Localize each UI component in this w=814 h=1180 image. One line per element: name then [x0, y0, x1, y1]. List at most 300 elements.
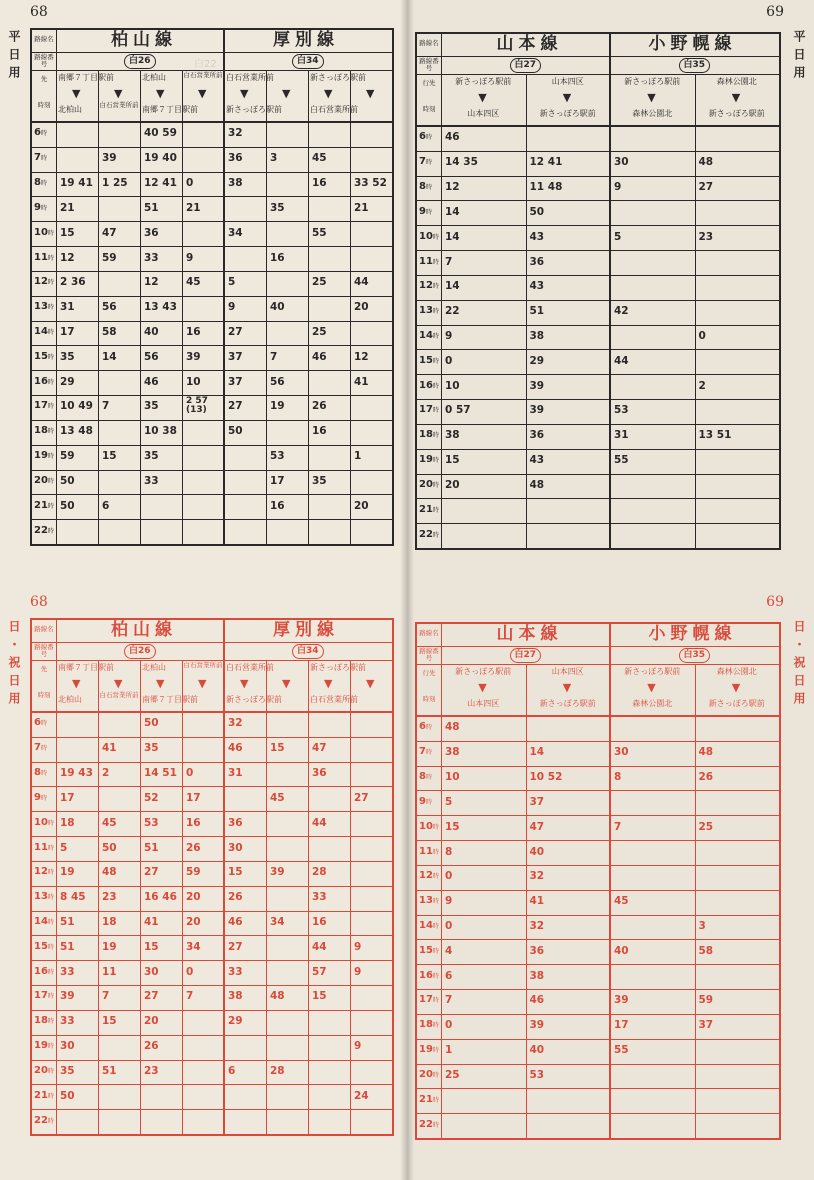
row-line [417, 989, 779, 990]
destination-bottom: 南郷７丁目駅前 [142, 105, 198, 114]
row-line [32, 147, 392, 148]
departure-minutes: 14 [445, 280, 460, 293]
hour-suffix: 時 [40, 770, 47, 778]
departure-minutes: 20 [144, 1015, 159, 1028]
departure-minutes: 10 52 [529, 771, 563, 784]
hour-value: 14 [34, 326, 48, 337]
column-line [140, 70, 141, 544]
column-line [350, 660, 351, 1134]
hour-suffix: 時 [432, 333, 439, 340]
departure-minutes: 31 [60, 301, 75, 314]
hour-label [419, 530, 439, 540]
hour-label [419, 505, 439, 515]
hour-value: 21 [419, 503, 433, 515]
departure-minutes: 8 [445, 845, 453, 858]
departure-minutes: 38 [228, 177, 243, 190]
departure-minutes: 9 [228, 301, 236, 314]
departure-minutes: 19 [102, 940, 117, 953]
hour-value: 15 [419, 944, 433, 956]
hour-label [34, 818, 54, 828]
hour-value: 12 [419, 870, 433, 882]
departure-minutes: 23 [698, 230, 714, 243]
departure-minutes: 7 [186, 990, 194, 1003]
down-arrow-icon: ▼ [198, 87, 207, 100]
departure-minutes: 34 [186, 940, 201, 953]
row-line [32, 221, 392, 222]
header-divider [417, 74, 779, 75]
hour-label [419, 405, 439, 415]
departure-minutes: 27 [144, 990, 159, 1003]
column-line [609, 624, 611, 1138]
row-line [417, 151, 779, 152]
departure-minutes: 37 [529, 795, 545, 808]
departure-minutes: 40 [144, 326, 159, 338]
row-line [417, 275, 779, 276]
down-arrow-icon: ▼ [478, 91, 487, 104]
hour-label [419, 430, 439, 440]
schedule-type-label: 平日用 [7, 30, 21, 84]
schedule-type-label: 平日用 [792, 30, 806, 84]
departure-minutes: 33 [60, 1015, 75, 1028]
row-line [417, 1039, 779, 1040]
departure-minutes: 12 [60, 251, 75, 264]
departure-minutes: 40 59 [144, 127, 177, 140]
departure-minutes: 48 [529, 478, 545, 491]
hour-label [419, 182, 432, 192]
departure-minutes: 56 [144, 350, 159, 363]
hour-value: 7 [34, 152, 41, 164]
column-line [182, 660, 183, 1134]
departure-minutes: 16 [312, 425, 327, 438]
destination-top: 森林公園北 [716, 77, 757, 86]
hour-suffix: 時 [432, 233, 439, 241]
hour-label [419, 797, 432, 807]
departure-minutes: 5 [614, 230, 622, 243]
route-badge-left: 白26 [124, 54, 156, 69]
down-arrow-icon: ▼ [478, 681, 487, 694]
hour-label [419, 747, 432, 757]
column-line [609, 34, 611, 548]
departure-minutes: 11 48 [529, 181, 563, 194]
hour-suffix: 時 [47, 403, 54, 411]
hour-label [419, 455, 439, 465]
departure-minutes: 44 [312, 816, 327, 829]
departure-minutes: 1 [445, 1044, 453, 1057]
departure-minutes: 27 [228, 400, 243, 413]
down-arrow-icon: ▼ [156, 87, 165, 100]
departure-minutes: 20 [186, 891, 201, 904]
departure-minutes: 29 [60, 375, 75, 388]
hour-suffix: 時 [40, 130, 47, 138]
departure-minutes: 46 [144, 375, 159, 388]
hour-label [419, 281, 439, 291]
departure-minutes: 27 [354, 791, 369, 804]
time-label: 時刻 [422, 105, 436, 113]
header-divider [417, 715, 779, 717]
departure-minutes: 39 [529, 379, 545, 392]
departure-minutes: 48 [445, 721, 460, 734]
row-line [417, 349, 779, 350]
hour-label [34, 768, 47, 778]
hour-value: 6 [419, 131, 426, 143]
hour-suffix: 時 [432, 1022, 439, 1030]
departure-minutes: 15 [228, 866, 243, 879]
departure-minutes: 36 [529, 944, 545, 957]
hour-label [34, 793, 47, 803]
down-arrow-icon: ▼ [156, 677, 165, 690]
departure-minutes: 9 [445, 330, 453, 342]
hour-value: 19 [419, 1044, 433, 1056]
down-arrow-icon: ▼ [366, 677, 375, 690]
hour-label [419, 772, 432, 782]
departure-minutes: 32 [529, 920, 545, 932]
hour-label [34, 1016, 54, 1026]
hour-label [419, 232, 439, 242]
column-line [526, 664, 527, 1138]
down-arrow-icon: ▼ [282, 677, 291, 690]
hour-suffix: 時 [425, 724, 432, 732]
departure-minutes: 5 [60, 841, 68, 854]
hour-value: 6 [419, 721, 426, 733]
departure-minutes: 37 [698, 1019, 714, 1032]
departure-minutes: 56 [102, 301, 117, 314]
departure-minutes: 7 [270, 350, 278, 363]
row-line [32, 196, 392, 197]
departure-minutes: 10 49 [60, 400, 93, 413]
departure-minutes: 16 [312, 177, 327, 190]
route-badge-left: 白26 [124, 644, 156, 659]
destination-bottom: 新さっぽろ駅前 [539, 699, 596, 708]
hour-suffix: 時 [47, 453, 54, 461]
hour-value: 18 [419, 429, 433, 441]
row-line [417, 939, 779, 940]
hour-suffix: 時 [47, 1018, 54, 1026]
hour-label [34, 401, 54, 411]
route-number-label: 路線番号 [34, 643, 54, 658]
departure-minutes: 41 [354, 375, 369, 388]
departure-minutes: 20 [445, 478, 460, 491]
departure-minutes: 3 [270, 152, 278, 165]
time-label: 時刻 [37, 691, 51, 699]
departure-minutes: 26 [228, 891, 243, 904]
departure-minutes: 15 [445, 820, 460, 833]
hour-value: 14 [419, 920, 433, 931]
departure-minutes: 5 [445, 795, 453, 808]
hour-suffix: 時 [47, 869, 54, 877]
hour-label [34, 843, 54, 853]
route-badge-right: 白35 [679, 648, 711, 663]
hour-value: 15 [419, 354, 433, 366]
departure-minutes: 36 [228, 152, 243, 165]
row-line [417, 964, 779, 965]
hour-suffix: 時 [47, 993, 54, 1001]
hour-suffix: 時 [432, 923, 439, 930]
departure-minutes: 39 [270, 866, 285, 879]
departure-minutes: 43 [529, 280, 545, 293]
departure-minutes: 17 [60, 326, 75, 338]
weekday-page-69 [407, 0, 814, 590]
hour-label [34, 1116, 54, 1126]
departure-minutes: 33 [228, 965, 243, 978]
holiday-page-68 [0, 590, 407, 1180]
hour-label [34, 867, 54, 877]
departure-minutes: 45 [102, 816, 117, 829]
row-line [32, 1109, 392, 1110]
departure-minutes: 38 [529, 969, 545, 982]
row-line [32, 737, 392, 738]
hour-suffix: 時 [432, 823, 439, 831]
hour-label [34, 203, 47, 213]
hour-value: 14 [34, 916, 48, 927]
departure-minutes: 55 [614, 1044, 629, 1057]
hour-suffix: 時 [47, 229, 54, 237]
hour-value: 17 [419, 994, 433, 1006]
departure-minutes: 0 [445, 1019, 453, 1032]
destination-bottom: 新さっぽろ駅前 [708, 699, 765, 708]
hour-suffix: 時 [432, 357, 439, 365]
destination-top: 新さっぽろ駅前 [455, 77, 512, 86]
departure-minutes: 35 [60, 350, 75, 363]
line-title-left: 山本線 [496, 624, 563, 644]
hour-suffix: 時 [47, 1092, 54, 1100]
departure-minutes: 20 [354, 301, 369, 314]
row-line [417, 1014, 779, 1015]
departure-minutes: 30 [614, 746, 629, 759]
hour-suffix: 時 [47, 254, 54, 262]
departure-minutes: 14 35 [445, 156, 478, 169]
hour-label [419, 157, 432, 167]
departure-minutes: 9 [445, 895, 453, 908]
row-line [32, 985, 392, 986]
departure-minutes: 24 [354, 1089, 369, 1102]
destination-bottom: 白石営業所前 [310, 105, 358, 114]
time-label: 時刻 [37, 101, 51, 109]
row-line [32, 321, 392, 322]
hour-suffix: 時 [40, 794, 47, 802]
hour-value: 16 [34, 965, 48, 977]
down-arrow-icon: ▼ [72, 87, 81, 100]
hour-label [34, 991, 54, 1001]
hour-suffix: 時 [432, 308, 439, 316]
departure-minutes: 4 [445, 944, 453, 957]
row-line [417, 766, 779, 767]
departure-minutes: 59 [698, 994, 714, 1007]
column-line [98, 70, 99, 544]
departure-minutes: 16 46 [144, 891, 177, 904]
departure-minutes: 46 [228, 916, 243, 928]
departure-minutes: 17 [270, 474, 285, 487]
departure-minutes: 51 [60, 940, 75, 953]
destination-top: 山本四区 [551, 77, 584, 86]
hour-value: 19 [34, 1040, 48, 1052]
departure-minutes: 53 [614, 404, 629, 417]
destination-bottom: 白石営業所前 [99, 691, 139, 699]
row-line [32, 494, 392, 495]
departure-minutes: 30 [60, 1040, 75, 1053]
hour-label [34, 277, 54, 287]
column-line [441, 624, 442, 1138]
departure-minutes: 23 [144, 1064, 159, 1077]
down-arrow-icon: ▼ [647, 681, 656, 694]
hour-value: 16 [419, 379, 433, 391]
hour-suffix: 時 [47, 1043, 54, 1051]
departure-minutes: 0 [186, 965, 194, 978]
hour-value: 7 [419, 156, 426, 168]
departure-minutes: 15 [270, 742, 285, 755]
departure-minutes: 33 52 [354, 177, 387, 190]
departure-minutes: 16 [270, 499, 285, 512]
hour-label [34, 451, 54, 461]
row-line [417, 741, 779, 742]
route-name-label: 路線名 [419, 39, 439, 47]
departure-minutes: 7 [102, 990, 110, 1003]
departure-minutes: 59 [60, 450, 75, 463]
hour-label [419, 722, 432, 732]
departure-minutes: 10 [445, 379, 460, 392]
row-line [417, 225, 779, 226]
hour-value: 9 [34, 791, 41, 803]
departure-minutes: 45 [186, 276, 201, 289]
row-line [32, 762, 392, 763]
down-arrow-icon: ▼ [647, 91, 656, 104]
hour-label [34, 718, 47, 728]
hour-suffix: 時 [47, 304, 54, 312]
departure-minutes: 51 [144, 201, 159, 214]
hour-label [34, 476, 54, 486]
row-line [417, 250, 779, 251]
hour-suffix: 時 [432, 1121, 439, 1129]
departure-minutes: 11 [102, 965, 117, 978]
hour-label [34, 917, 54, 927]
hour-label [419, 946, 439, 956]
hour-value: 11 [419, 255, 433, 267]
hour-label [419, 896, 439, 906]
down-arrow-icon: ▼ [282, 87, 291, 100]
destination-bottom: 新さっぽろ駅前 [539, 109, 596, 118]
row-line [417, 865, 779, 866]
holiday-page-69 [407, 590, 814, 1180]
timetable-grid [30, 28, 394, 546]
hour-suffix: 時 [432, 531, 439, 539]
departure-minutes: 45 [270, 791, 285, 804]
departure-minutes: 15 [60, 226, 75, 239]
departure-minutes: 26 [312, 400, 327, 413]
hour-label [419, 1070, 439, 1080]
departure-minutes: 48 [698, 156, 714, 169]
departure-minutes: 50 [529, 205, 545, 218]
departure-minutes: 38 [529, 330, 545, 342]
departure-minutes: 38 [445, 429, 460, 442]
hour-suffix: 時 [432, 506, 439, 514]
hour-label [34, 253, 54, 263]
departure-minutes: 40 [529, 1044, 545, 1057]
row-line [417, 1064, 779, 1065]
departure-minutes: 2 57 (13) [186, 396, 208, 416]
departure-minutes: 51 [144, 841, 159, 854]
destination-top: 北柏山 [142, 663, 166, 672]
hour-value: 12 [34, 866, 48, 878]
departure-minutes: 19 43 [60, 767, 93, 780]
row-line [417, 790, 779, 791]
destination-top: 白石営業所前 [226, 73, 274, 82]
hour-label [34, 327, 54, 337]
column-line [441, 34, 442, 548]
hour-suffix: 時 [432, 947, 439, 955]
route-number-label: 路線番号 [419, 57, 439, 72]
header-divider [417, 664, 779, 665]
destination-top: 北柏山 [142, 73, 166, 82]
departure-minutes: 38 [228, 990, 243, 1003]
departure-minutes: 7 [614, 820, 622, 833]
departure-minutes: 44 [354, 276, 369, 289]
destination-label: 先 [40, 665, 48, 673]
hour-suffix: 時 [432, 1047, 439, 1055]
departure-minutes: 16 [312, 916, 327, 928]
departure-minutes: 33 [144, 251, 159, 264]
departure-minutes: 2 [102, 767, 110, 780]
destination-top: 森林公園北 [716, 667, 757, 676]
hour-value: 9 [34, 201, 41, 213]
hour-value: 22 [419, 528, 433, 540]
departure-minutes: 9 [614, 181, 622, 194]
destination-top: 白石営業所前 [183, 661, 223, 669]
hour-value: 15 [34, 940, 48, 952]
down-arrow-icon: ▼ [114, 677, 123, 690]
departure-minutes: 13 43 [144, 301, 177, 314]
hour-suffix: 時 [425, 749, 432, 757]
hour-suffix: 時 [47, 1117, 54, 1125]
departure-minutes: 0 [445, 920, 453, 932]
departure-minutes: 27 [228, 940, 243, 953]
departure-minutes: 44 [312, 940, 327, 953]
hour-value: 13 [34, 891, 48, 903]
down-arrow-icon: ▼ [324, 87, 333, 100]
hour-label [419, 1120, 439, 1130]
destination-bottom: 白石営業所前 [310, 695, 358, 704]
down-arrow-icon: ▼ [731, 681, 741, 694]
row-line [32, 445, 392, 446]
down-arrow-icon: ▼ [114, 87, 123, 100]
departure-minutes: 9 [354, 940, 362, 953]
hour-suffix: 時 [40, 204, 47, 212]
departure-minutes: 25 [445, 1068, 460, 1081]
page-number: 69 [766, 4, 784, 20]
departure-minutes: 55 [312, 226, 327, 239]
row-line [417, 498, 779, 499]
row-line [32, 1010, 392, 1011]
hour-label [419, 921, 439, 931]
departure-minutes: 0 [186, 177, 194, 190]
column-line [695, 74, 696, 548]
departure-minutes: 37 [228, 350, 243, 363]
departure-minutes: 18 [60, 816, 75, 829]
departure-minutes: 39 [529, 404, 545, 417]
departure-minutes: 28 [312, 866, 327, 879]
departure-minutes: 30 [228, 841, 243, 854]
row-line [32, 886, 392, 887]
row-line [32, 1035, 392, 1036]
departure-minutes: 31 [614, 429, 629, 442]
hour-value: 8 [34, 767, 41, 779]
departure-minutes: 32 [228, 127, 243, 140]
column-line [182, 70, 183, 544]
destination-top: 山本四区 [551, 667, 584, 676]
hour-label [419, 822, 439, 832]
line-title-left: 柏山線 [111, 30, 177, 50]
departure-minutes: 56 [270, 375, 285, 388]
column-line [266, 70, 267, 544]
hour-label [34, 153, 47, 163]
